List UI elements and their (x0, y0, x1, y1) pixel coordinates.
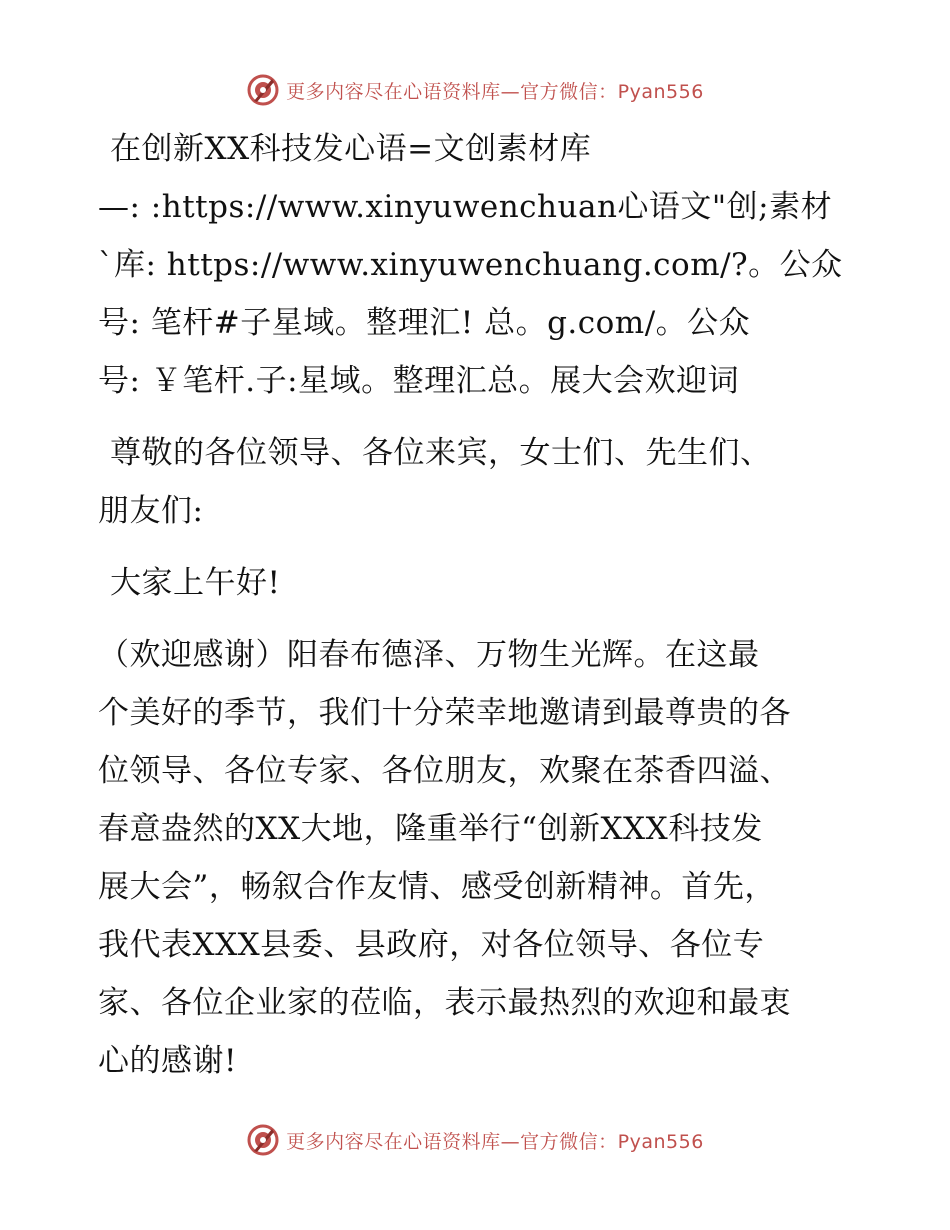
greeting: 大家上午好! (110, 565, 281, 601)
paragraph-line: 春意盎然的XX大地，隆重举行“创新XXX科技发 (98, 811, 763, 847)
banner-text: 更多内容尽在心语资料库—官方微信：Pyan556 (286, 80, 704, 103)
text-line: —: :https://www.xinyuwenchuan心语文"创;素材 (98, 189, 833, 225)
paragraph-line: 家、各位企业家的莅临，表示最热烈的欢迎和最衷 (98, 985, 791, 1021)
paragraph-line: 我代表XXX县委、县政府，对各位领导、各位专 (98, 927, 765, 963)
header-banner (0, 70, 950, 110)
banner-text: 更多内容尽在心语资料库—官方微信：Pyan556 (286, 1130, 704, 1153)
paragraph-line: （欢迎感谢）阳春布德泽、万物生光辉。在这最 (98, 637, 760, 673)
text-line: 号: ￥笔杆.子:星域。整理汇总。展大会欢迎词 (98, 363, 740, 399)
paragraph-line: 位领导、各位专家、各位朋友，欢聚在茶香四溢、 (98, 753, 791, 789)
paragraph-line: 个美好的季节，我们十分荣幸地邀请到最尊贵的各 (98, 695, 791, 731)
paragraph-line: 心的感谢! (98, 1043, 237, 1079)
quill-seal-icon (246, 73, 280, 107)
footer-banner (0, 1120, 950, 1160)
text-line: `库: https://www.xinyuwenchuang.com/?。公众 (98, 247, 843, 283)
paragraph-line: 展大会”，畅叙合作友情、感受创新精神。首先， (98, 869, 776, 905)
quill-seal-icon (246, 1123, 280, 1157)
salutation-line: 朋友们: (98, 493, 204, 529)
text-line: 号: 笔杆#子星域。整理汇! 总。g.com/。公众 (98, 305, 751, 341)
title-line: 在创新XX科技发心语=文创素材库 (110, 131, 592, 167)
salutation-line: 尊敬的各位领导、各位来宾，女士们、先生们、 (110, 435, 772, 471)
document-body (98, 120, 868, 1090)
